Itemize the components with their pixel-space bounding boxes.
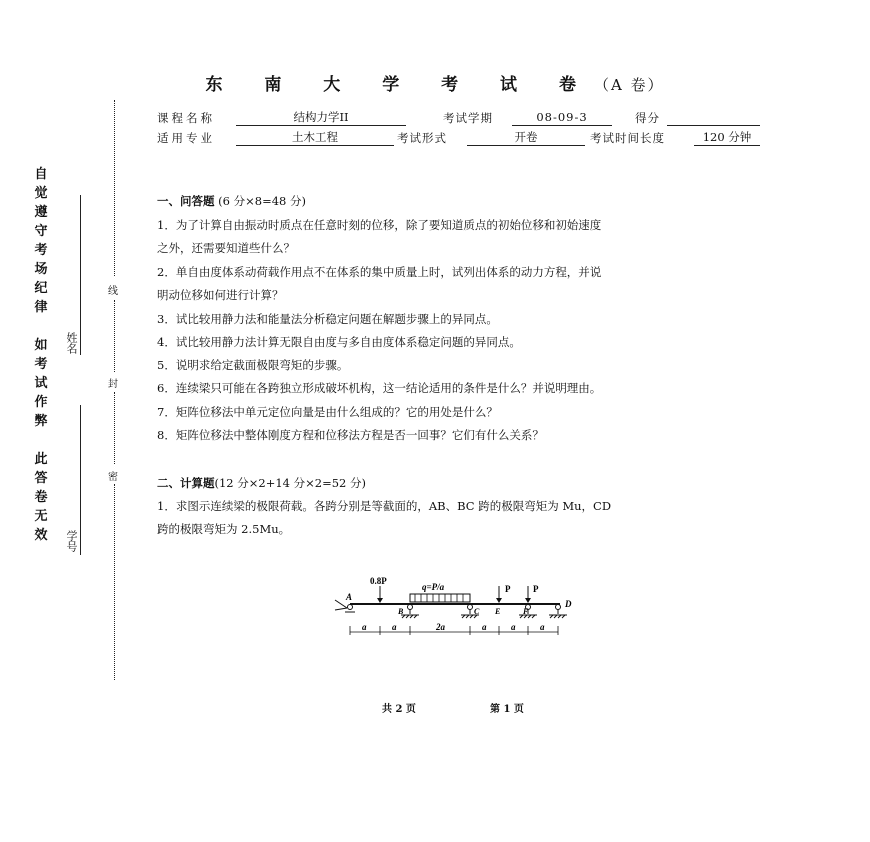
load-P2-arrowhead: [525, 598, 531, 603]
question-line: 6．连续梁只可能在各跨独立形成破坏机构，这一结论适用的条件是什么？并说明理由。: [157, 381, 602, 395]
student-id-underline: [80, 405, 81, 555]
section-2-title: 二、计算题: [157, 476, 215, 490]
node-E-label: E: [495, 607, 501, 616]
section-2-scoring: (12 分×2+14 分×2=52 分): [214, 476, 367, 490]
question-line: 3．试比较用静力法和能量法分析稳定问题在解题步骤上的异同点。: [157, 312, 498, 326]
student-name-label: 姓名: [65, 332, 78, 354]
score-label: 得分: [635, 111, 660, 125]
distributed-load-label: q=P/a: [422, 582, 445, 592]
warning-char: 自: [34, 167, 48, 182]
section-1-heading: [157, 193, 306, 209]
warning-char: 卷: [34, 490, 48, 505]
calc-question-1-line-2: 跨的极限弯矩为 2.5Mu。: [157, 522, 291, 536]
load-08P-label: 0.8P: [370, 576, 387, 586]
load-P2-label: P: [533, 584, 539, 594]
exam-title: [0, 70, 870, 95]
node-D-label: D: [565, 599, 572, 609]
warning-char: 场: [34, 262, 48, 277]
dimension-label: a: [540, 622, 545, 632]
warning-char: 纪: [34, 281, 48, 296]
exam-title-main: 东 南 大 学 考 试 卷: [205, 75, 594, 95]
warning-char: 律: [34, 300, 48, 315]
warning-char: 此: [34, 452, 48, 467]
section-2-heading: [157, 475, 366, 491]
warning-char: 如: [34, 338, 48, 353]
binding-dotted-line-4: [114, 484, 115, 680]
binding-dotted-line-1: [114, 100, 115, 276]
warning-char: 答: [34, 471, 48, 486]
load-08P-arrowhead: [377, 598, 383, 603]
warning-char: 守: [34, 224, 48, 239]
binding-word-close: 密: [108, 472, 118, 483]
header-fields-row-2: [0, 130, 870, 150]
dimension-ticks: [350, 626, 558, 635]
question-line: 明动位移如何进行计算？: [157, 288, 284, 302]
term-value: 08-09-3: [512, 110, 612, 126]
score-value: [667, 110, 760, 126]
section-1-title: 一、问答题: [157, 194, 215, 208]
dimension-label: 2a: [436, 622, 445, 632]
distributed-load-arrows: [415, 594, 463, 602]
warning-char: 考: [34, 357, 48, 372]
course-label: 课程名称: [157, 111, 215, 125]
term-label: 考试学期: [443, 111, 493, 125]
form-value: 开卷: [467, 130, 585, 146]
node-B-label: B: [398, 607, 404, 616]
question-line: 之外，还需要知道些什么？: [157, 241, 295, 255]
binding-dotted-line-3: [114, 392, 115, 464]
question-line: 5．说明求给定截面极限弯矩的步骤。: [157, 358, 349, 372]
major-label: 适用专业: [157, 131, 215, 145]
dimension-label: a: [511, 622, 516, 632]
calc-question-1-line-1: 1．求图示连续梁的极限荷载。各跨分别是等截面的，AB、BC 跨的极限弯矩为 Mu，CD: [157, 499, 612, 513]
question-line: 2．单自由度体系动荷载作用点不在体系的集中质量上时，试列出体系的动力方程，并说: [157, 265, 602, 279]
dimension-label: a: [362, 622, 367, 632]
binding-word-line: 线: [108, 286, 118, 297]
question-line: 4．试比较用静力法计算无限自由度与多自由度体系稳定问题的异同点。: [157, 335, 521, 349]
node-A-label: A: [346, 592, 353, 602]
duration-value: 120 分钟: [694, 130, 760, 146]
distributed-load-box: [410, 594, 470, 602]
node-F-label: F: [523, 607, 529, 616]
warning-char: 试: [34, 376, 48, 391]
question-line: 1．为了计算自由振动时质点在任意时刻的位移，除了要知道质点的初始位移和初始速度: [157, 218, 602, 232]
footer-current-page: 第 1 页: [490, 704, 524, 715]
major-value: 土木工程: [236, 130, 394, 146]
load-P1-arrowhead: [496, 598, 502, 603]
dimension-label: a: [392, 622, 397, 632]
support-B: [401, 605, 419, 619]
question-line: 7．矩阵位移法中单元定位向量是由什么组成的？它的用处是什么？: [157, 405, 498, 419]
binding-word-seal: 封: [108, 379, 118, 390]
course-value: 结构力学II: [236, 110, 406, 126]
student-id-label: 学号: [65, 530, 78, 552]
warning-char: 弊: [34, 414, 48, 429]
form-label: 考试形式: [397, 131, 447, 145]
warning-char: 无: [34, 509, 48, 524]
warning-char: 考: [34, 243, 48, 258]
load-P1-label: P: [505, 584, 511, 594]
header-fields-row-1: [0, 110, 870, 130]
binding-dotted-line-2: [114, 300, 115, 372]
continuous-beam-figure: [325, 570, 585, 640]
warning-char: 效: [34, 528, 48, 543]
duration-label: 考试时间长度: [590, 131, 665, 145]
warning-char: 遵: [34, 205, 48, 220]
warning-char: 作: [34, 395, 48, 410]
warning-char: 觉: [34, 186, 48, 201]
exam-title-suffix: （A 卷）: [593, 76, 665, 94]
footer-total-pages: 共 2 页: [382, 704, 416, 715]
question-line: 8．矩阵位移法中整体刚度方程和位移法方程是否一回事？它们有什么关系？: [157, 428, 544, 442]
dimension-label: a: [482, 622, 487, 632]
section-1-scoring: (6 分×8=48 分): [214, 194, 306, 208]
node-C-label: C: [474, 607, 480, 616]
student-name-underline: [80, 195, 81, 355]
